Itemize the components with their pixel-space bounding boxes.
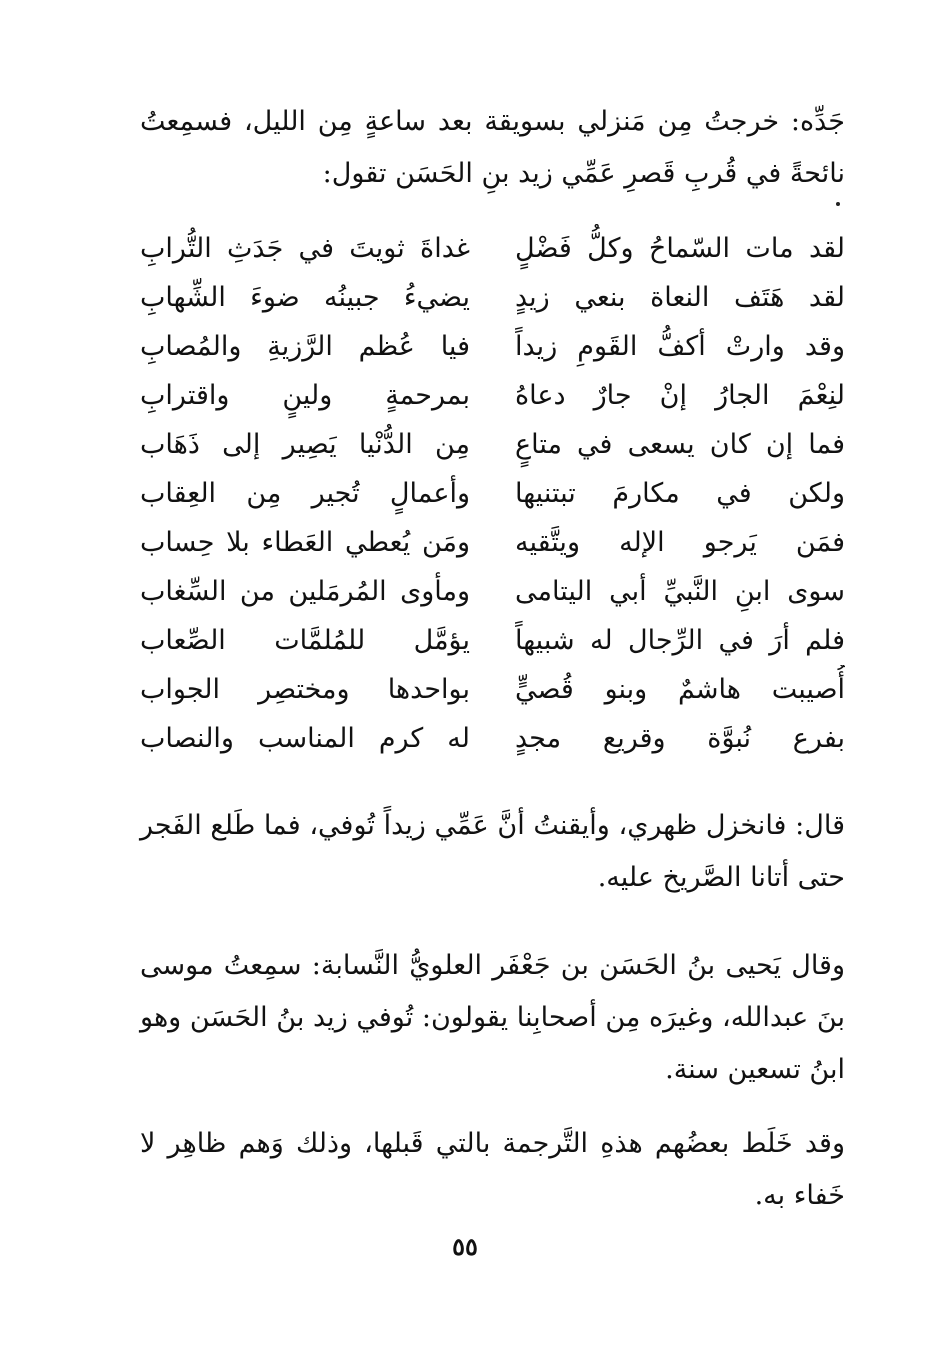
verse-first-hemistich: أُصيبت هاشمٌ وبنو قُصيٍّ xyxy=(515,674,845,705)
verse-second-hemistich: يضيءُ جبينُه ضوءَ الشِّهابِ xyxy=(140,282,470,313)
verse-second-hemistich: ومأوى المُرمَلين من السِّغاب xyxy=(140,576,470,607)
stray-dot xyxy=(836,202,840,206)
intro-paragraph: جَدِّه: خرجتُ مِن مَنزلي بسويقة بعد ساعةٍ مِن الليل، فسمِعتُ نائحةً في قُربِ قَصرِ عَمِّي زيد بنِ الحَسَن تقول: xyxy=(140,106,845,189)
poem-verse xyxy=(140,322,845,371)
verse-second-hemistich: له كرم المناسب والنصاب xyxy=(140,723,470,754)
poem-verse xyxy=(140,714,845,763)
poem-verse xyxy=(140,420,845,469)
verse-second-hemistich: ومَن يُعطي العَطاء بلا حِساب xyxy=(140,527,470,558)
verse-first-hemistich: فما إن كان يسعى في متاعٍ xyxy=(515,429,845,460)
poem-verse xyxy=(140,616,845,665)
verse-first-hemistich: ولكن في مكارمَ تبتنيها xyxy=(515,478,845,509)
verse-first-hemistich: بفرع نُبوَّة وقريع مجدٍ xyxy=(515,723,845,754)
page-number: ٥٥ xyxy=(452,1232,478,1261)
verse-second-hemistich: وأعمالٍ تُجير مِن العِقاب xyxy=(140,478,470,509)
poem-verse xyxy=(140,224,845,273)
verse-first-hemistich: فمَن يَرجو الإله ويتَّقيه xyxy=(515,527,845,558)
verse-second-hemistich: غداةَ ثويتَ في جَدَثِ التُّرابِ xyxy=(140,233,470,264)
verse-first-hemistich: سوى ابنِ النَّبيِّ أبي اليتامى xyxy=(515,576,845,607)
verse-second-hemistich: مِن الدُّنْيا يَصِير إلى ذَهَاب xyxy=(140,429,470,460)
body-paragraph: وقال يَحيى بنُ الحَسَن بن جَعْفَر العلويُّ النَّسابة: سمِعتُ موسى بنَ عبدالله، وغيرَه مِن أصحابِنا يقولون: تُوفي زيد بنُ الحَسَن وهو ابنُ تسعين سنة. xyxy=(140,950,845,1085)
poem-verse xyxy=(140,469,845,518)
poem-verse xyxy=(140,518,845,567)
body-paragraph: وقد خَلَط بعضُهم هذهِ التَّرجمة بالتي قَبلها، وذلك وَهم ظاهِر لا خَفاء به. xyxy=(140,1128,845,1211)
verse-first-hemistich: وقد وارتْ أكفُّ القَومِ زيداً xyxy=(515,331,845,362)
verse-second-hemistich: يؤمَّل للمُلمَّات الصِّعاب xyxy=(140,625,470,656)
verse-first-hemistich: لنِعْمَ الجارُ إنْ جارٌ دعاهُ xyxy=(515,380,845,411)
body-paragraph: قال: فانخزل ظهري، وأيقنتُ أنَّ عَمِّي زيداً تُوفي، فما طَلع الفَجر حتى أتانا الصَّريخ عليه. xyxy=(140,810,845,893)
verse-first-hemistich: فلم أرَ في الرِّجال له شبيهاً xyxy=(515,625,845,656)
poem-verse xyxy=(140,567,845,616)
poem-verse xyxy=(140,371,845,420)
poem-verse xyxy=(140,665,845,714)
poem xyxy=(140,224,845,763)
verse-second-hemistich: بواحدها ومختصِر الجواب xyxy=(140,674,470,705)
verse-first-hemistich: لقد مات السّماحُ وكلُّ فَضْلٍ xyxy=(515,233,845,264)
poem-verse xyxy=(140,273,845,322)
verse-second-hemistich: فيا عُظم الرَّزيةِ والمُصابِ xyxy=(140,331,470,362)
verse-second-hemistich: بمرحمةٍ ولينٍ واقترابِ xyxy=(140,380,470,411)
verse-first-hemistich: لقد هَتَف النعاة بنعي زيدٍ xyxy=(515,282,845,313)
